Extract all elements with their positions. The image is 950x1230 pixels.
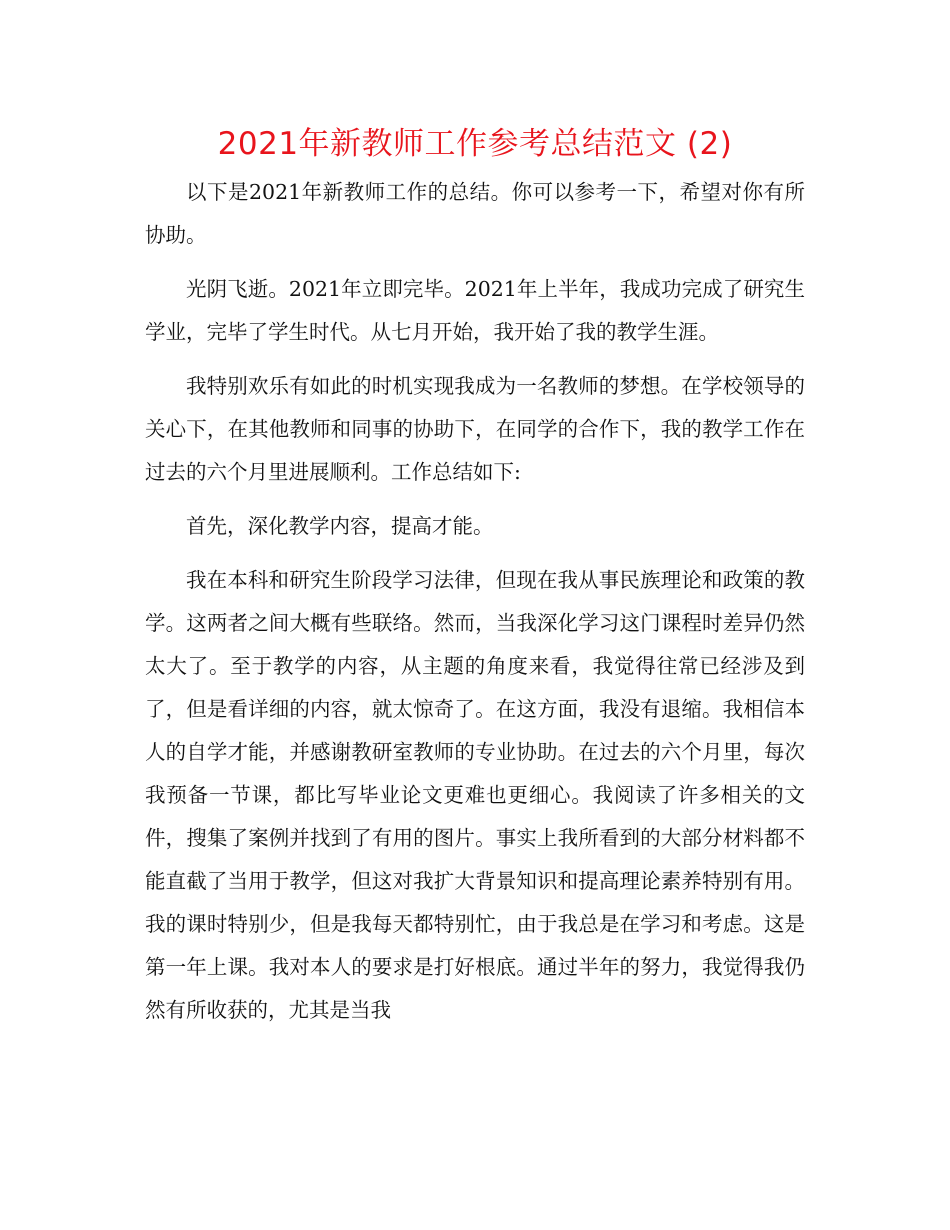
document-title: 2021年新教师工作参考总结范文 (2) bbox=[217, 126, 733, 162]
paragraph-4: 首先，深化教学内容，提高才能。 bbox=[186, 514, 494, 538]
paragraph-2: 光阴飞逝。2021年立即完毕。2021年上半年，我成功完成了研究生学业，完毕了学生时代。从七月开始，我开始了我的教学生涯。 bbox=[145, 277, 805, 344]
document-body bbox=[145, 171, 805, 1043]
paragraph-3: 我特别欢乐有如此的时机实现我成为一名教师的梦想。在学校领导的关心下，在其他教师和同事的协助下，在同学的合作下，我的教学工作在过去的六个月里进展顺利。工作总结如下: bbox=[145, 374, 805, 484]
paragraph-5: 我在本科和研究生阶段学习法律，但现在我从事民族理论和政策的教学。这两者之间大概有些联络。然而，当我深化学习这门课程时差异仍然太大了。至于教学的内容，从主题的角度来看，我觉得往常已经涉及到了，但是看详细的内容，就太惊奇了。在这方面，我没有退缩。我相信本人的自学才能，并感谢教研室教师的专业协助。在过去的六个月里，每次我预备一节课，都比写毕业论文更难也更细心。我阅读了许多相关的文件，搜集了案例并找到了有用的图片。事实上我所看到的大部分材料都不能直截了当用于教学，但这对我扩大背景知识和提高理论素养特别有用。我的课时特别少，但是我每天都特别忙，由于我总是在学习和考虑。这是第一年上课。我对本人的要求是打好根底。通过半年的努力，我觉得我仍然有所收获的，尤其是当我 bbox=[145, 568, 805, 1022]
paragraph-1: 以下是2021年新教师工作的总结。你可以参考一下，希望对你有所协助。 bbox=[145, 180, 805, 247]
